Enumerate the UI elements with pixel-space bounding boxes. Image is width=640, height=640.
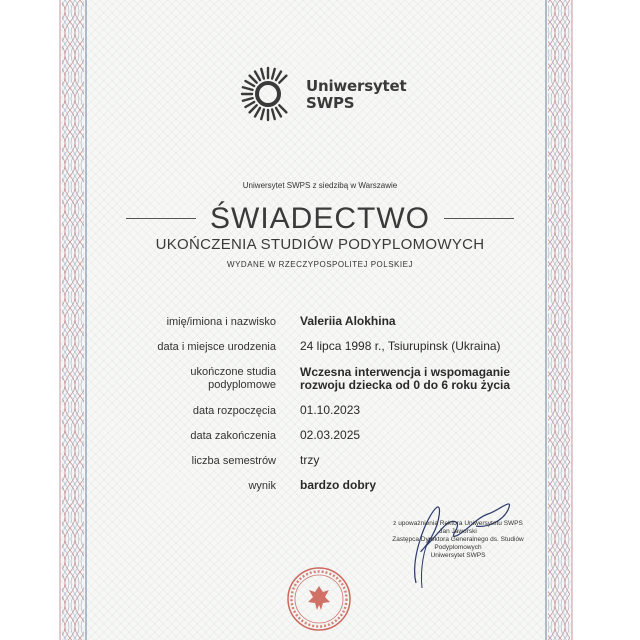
studies-label-line1: ukończone studia [190,366,276,378]
logo-line1: Uniwersytet [306,77,407,95]
end-date-label: data zakończenia [190,430,276,442]
name-label: imię/imiona i nazwisko [166,316,276,328]
signatory-name: Jan Jaworski [439,528,477,535]
signatory-authority: z upoważnienia Rektora Uniwersytetu SWPS [393,520,523,527]
birth-value: 24 lipca 1998 r., Tsiurupinsk (Ukraina) [300,339,501,353]
result-value: bardzo dobry [300,478,377,492]
start-date-label: data rozpoczęcia [192,405,276,417]
signatory-title: Zastępca Dyrektora Generalnego ds. Studiów [392,536,524,543]
studies-value-line2: rozwoju dziecka od 0 do 6 roku życia [300,378,511,392]
result-label: wynik [248,480,276,492]
semesters-label: liczba semestrów [191,455,276,467]
studies-label-line2: podyplomowe [208,379,276,391]
semesters-value: trzy [300,453,320,467]
title-row [126,202,514,236]
signatory-block [378,520,538,560]
document-subtitle: UKOŃCZENIA STUDIÓW PODYPLOMOWYCH [155,236,485,253]
start-date-value: 01.10.2023 [300,403,361,417]
studies-value-line1: Wczesna interwencja i wspomaganie [300,365,511,379]
document-title: ŚWIADECTWO [210,202,430,235]
birth-label: data i miejsce urodzenia [157,341,276,353]
logo-line2: SWPS [306,94,355,112]
end-date-value: 02.03.2025 [300,428,361,442]
institution-name: Uniwersytet SWPS z siedzibą w Warszawie [242,181,398,190]
title-divider-right [444,218,514,219]
official-seal-stamp [284,564,354,634]
logo-text [306,78,406,112]
name-value: Valeriia Alokhina [300,314,396,328]
signatory-institution: Uniwersytet SWPS [430,552,486,559]
signatory-title-cont: Podyplomowych [434,544,482,551]
issued-note: WYDANE W RZECZYPOSPOLITEJ POLSKIEJ [227,260,413,269]
